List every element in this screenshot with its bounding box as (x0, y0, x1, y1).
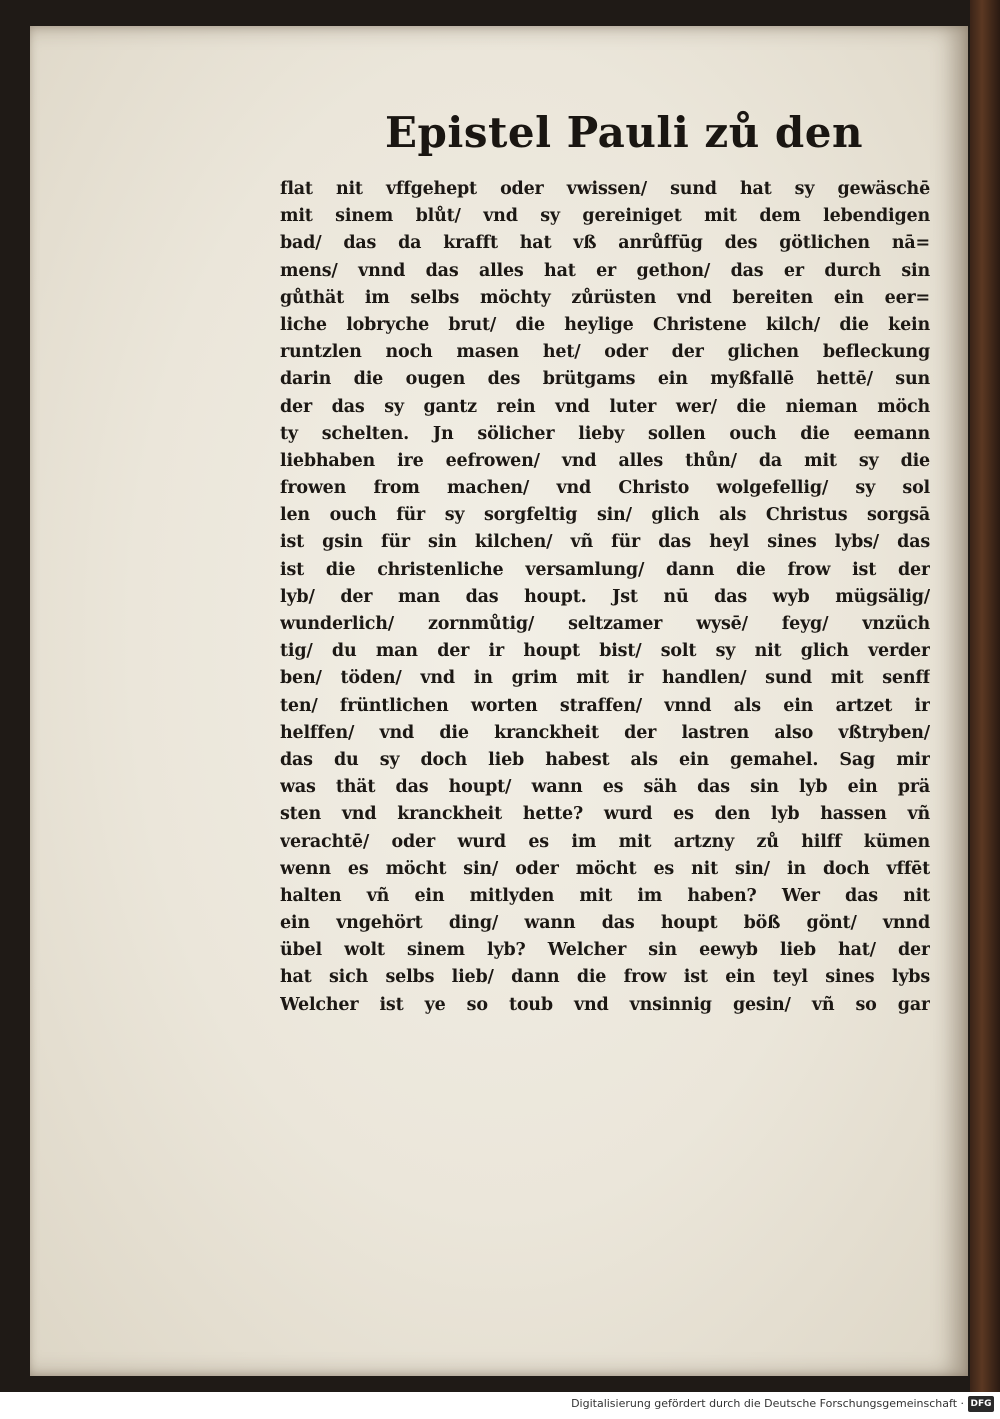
text-line: len ouch für sy sorgfeltig sin/ glich als Christus sorgsā (280, 505, 930, 526)
text-line: liche lobryche brut/ die heylige Christene kilch/ die kein (280, 314, 930, 335)
text-line: helffen/ vnd die kranckheit der lastren also vßtryben/ (280, 722, 930, 743)
text-line: flat nit vffgehept oder vwissen/ sund hat sy gewäschē (280, 179, 930, 199)
dfg-logo-icon: DFG (968, 1396, 994, 1412)
text-line: tig/ du man der ir houpt bist/ solt sy nit glich verder (280, 641, 930, 662)
text-line: hat sich selbs lieb/ dann die frow ist ein teyl sines lybs (280, 967, 930, 988)
text-line: ten/ früntlichen worten straffen/ vnnd als ein artzet ir (280, 695, 930, 716)
text-line: ty schelten. Jn sölicher lieby sollen ouch die eemann (280, 423, 930, 444)
text-line: was thät das houpt/ wann es säh das sin lyb ein prä (280, 777, 930, 798)
text-line: mens/ vnnd das alles hat er gethon/ das er durch sin (280, 260, 930, 281)
text-line: der das sy gantz rein vnd luter wer/ die nieman möch (280, 396, 930, 417)
text-line: bad/ das da krafft hat vß anrůffūg des götlichen nā= (280, 233, 930, 254)
text-line: das du sy doch lieb habest als ein gemahel. Sag mir (280, 749, 930, 770)
text-line: sten vnd kranckheit hette? wurd es den lyb hassen vñ (280, 804, 930, 825)
text-line: ben/ töden/ vnd in grim mit ir handlen/ sund mit senff (280, 668, 930, 689)
text-line: übel wolt sinem lyb? Welcher sin eewyb lieb hat/ der (280, 940, 930, 961)
text-line: Welcher ist ye so toub vnd vnsinnig gesin/ vñ so gar (280, 994, 930, 1015)
text-line: halten vñ ein mitlyden mit im haben? Wer das nit (280, 885, 930, 906)
text-line: ist gsin für sin kilchen/ vñ für das heyl sines lybs/ das (280, 532, 930, 553)
text-line: wunderlich/ zornmůtig/ seltzamer wysē/ feyg/ vnzüch (280, 614, 930, 634)
digitization-footer (0, 1392, 1000, 1419)
text-line: liebhaben ire eefrowen/ vnd alles thůn/ da mit sy die (280, 450, 930, 471)
funding-credit: Digitalisierung gefördert durch die Deutsche Forschungsgemeinschaft · (571, 1397, 964, 1410)
text-line: darin die ougen des brütgams ein myßfallē hettē/ sun (280, 369, 930, 390)
text-line: wenn es möcht sin/ oder möcht es nit sin/ in doch vffēt (280, 858, 930, 879)
paper-page (30, 26, 968, 1376)
running-heading: Epistel Pauli zů den (385, 108, 864, 157)
text-line: ist die christenliche versamlung/ dann die frow ist der (280, 559, 930, 580)
text-line: frowen from machen/ vnd Christo wolgefellig/ sy sol (280, 478, 930, 499)
body-text (280, 176, 930, 1019)
text-line: mit sinem blůt/ vnd sy gereiniget mit dem lebendigen (280, 206, 930, 227)
text-line: verachtē/ oder wurd es im mit artzny zů hilff kümen (280, 831, 930, 852)
text-line: ein vngehört ding/ wann das houpt böß gönt/ vnnd (280, 913, 930, 934)
text-line: lyb/ der man das houpt. Jst nū das wyb mügsälig/ (280, 586, 930, 607)
book-binding-edge (970, 0, 1000, 1392)
text-line: runtzlen noch masen het/ oder der glichen befleckung (280, 342, 930, 363)
text-line: gůthät im selbs möchty zůrüsten vnd bereiten ein eer= (280, 287, 930, 308)
